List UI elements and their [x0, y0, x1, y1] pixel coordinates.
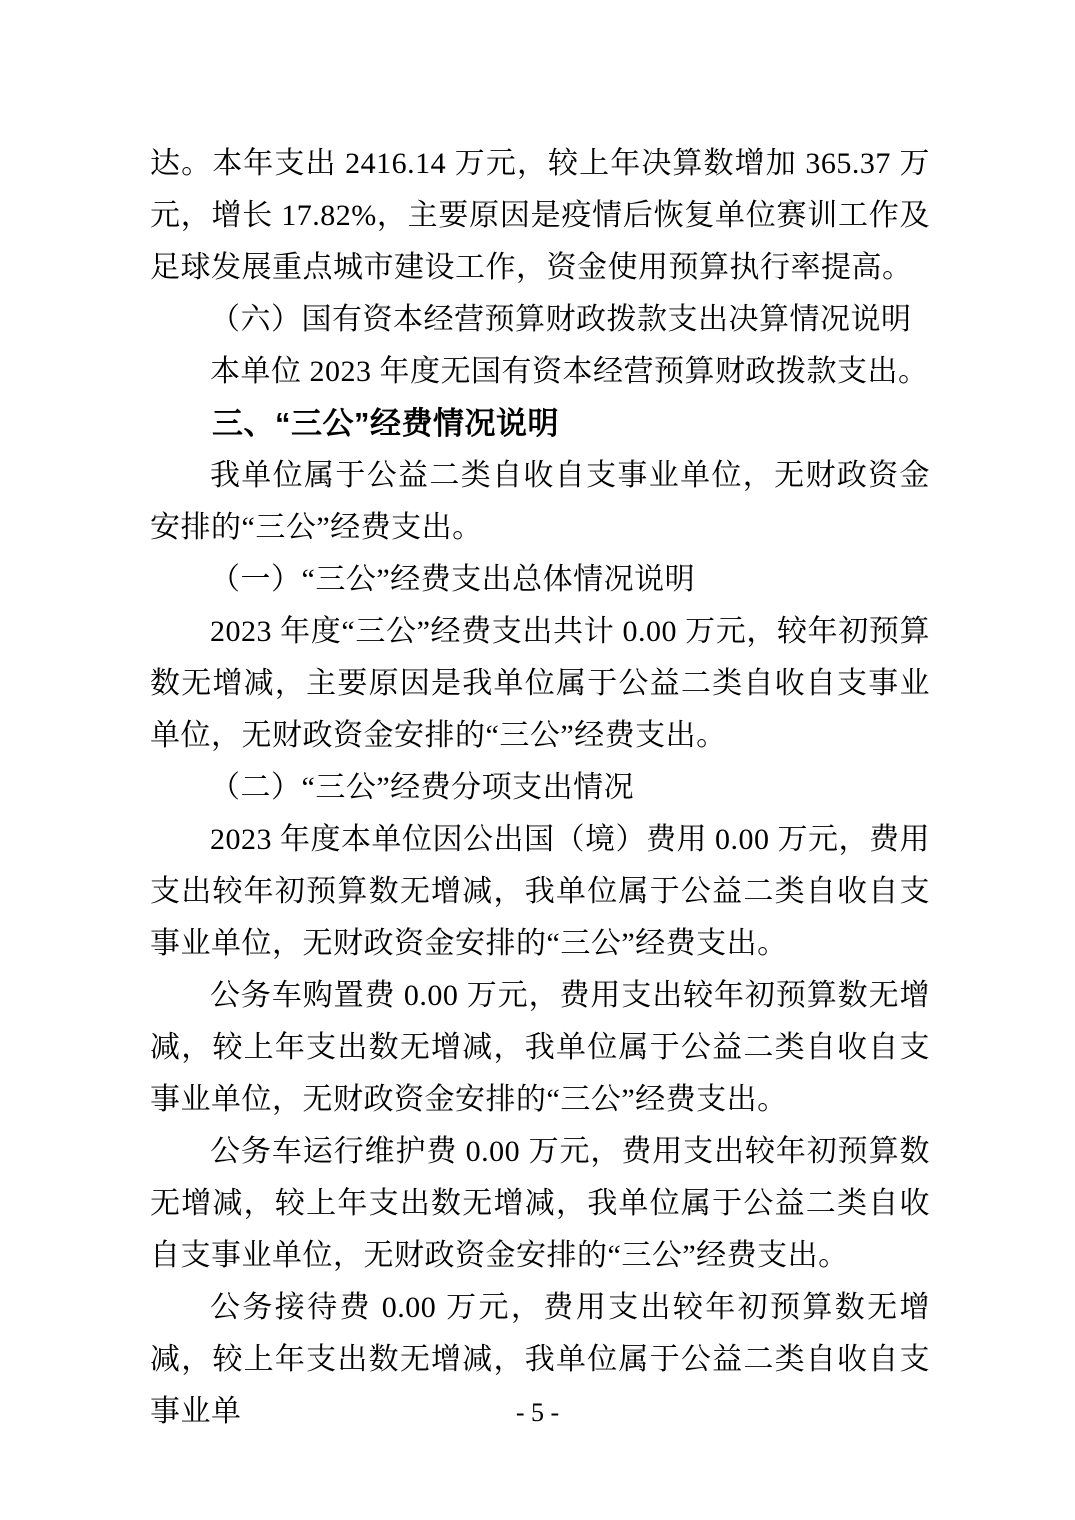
para-carryover: 达。本年支出 2416.14 万元，较上年决算数增加 365.37 万元，增长 17.82%，主要原因是疫情后恢复单位赛训工作及足球发展重点城市建设工作，资金使用预算执行率提高。 [150, 147, 930, 284]
para-subsection-1-body: 2023 年度“三公”经费支出共计 0.00 万元，较年初预算数无增减，主要原因是我单位属于公益二类自收自支事业单位，无财政资金安排的“三公”经费支出。 [150, 615, 930, 752]
para-abroad-expense: 2023 年度本单位因公出国（境）费用 0.00 万元，费用支出较年初预算数无增减，我单位属于公益二类自收自支事业单位，无财政资金安排的“三公”经费支出。 [150, 823, 930, 960]
heading-subsection-2: （二）“三公”经费分项支出情况 [210, 771, 635, 804]
para-three-public-intro: 我单位属于公益二类自收自支事业单位，无财政资金安排的“三公”经费支出。 [150, 459, 930, 544]
para-section-6-body: 本单位 2023 年度无国有资本经营预算财政拨款支出。 [210, 355, 929, 388]
heading-subsection-1: （一）“三公”经费支出总体情况说明 [210, 563, 696, 596]
para-vehicle-purchase: 公务车购置费 0.00 万元，费用支出较年初预算数无增减，较上年支出数无增减，我单位属于公益二类自收自支事业单位，无财政资金安排的“三公”经费支出。 [150, 979, 930, 1116]
para-vehicle-maintenance: 公务车运行维护费 0.00 万元，费用支出较年初预算数无增减，较上年支出数无增减，我单位属于公益二类自收自支事业单位，无财政资金安排的“三公”经费支出。 [150, 1135, 930, 1272]
para-official-reception: 公务接待费 0.00 万元，费用支出较年初预算数无增减，较上年支出数无增减，我单位属于公益二类自收自支事业单 [150, 1291, 930, 1428]
heading-section-6: （六）国有资本经营预算财政拨款支出决算情况说明 [210, 303, 912, 336]
text-block [150, 138, 930, 1438]
page-number: - 5 - [515, 1398, 560, 1427]
heading-three-public-funds: 三、“三公”经费情况说明 [212, 406, 559, 441]
